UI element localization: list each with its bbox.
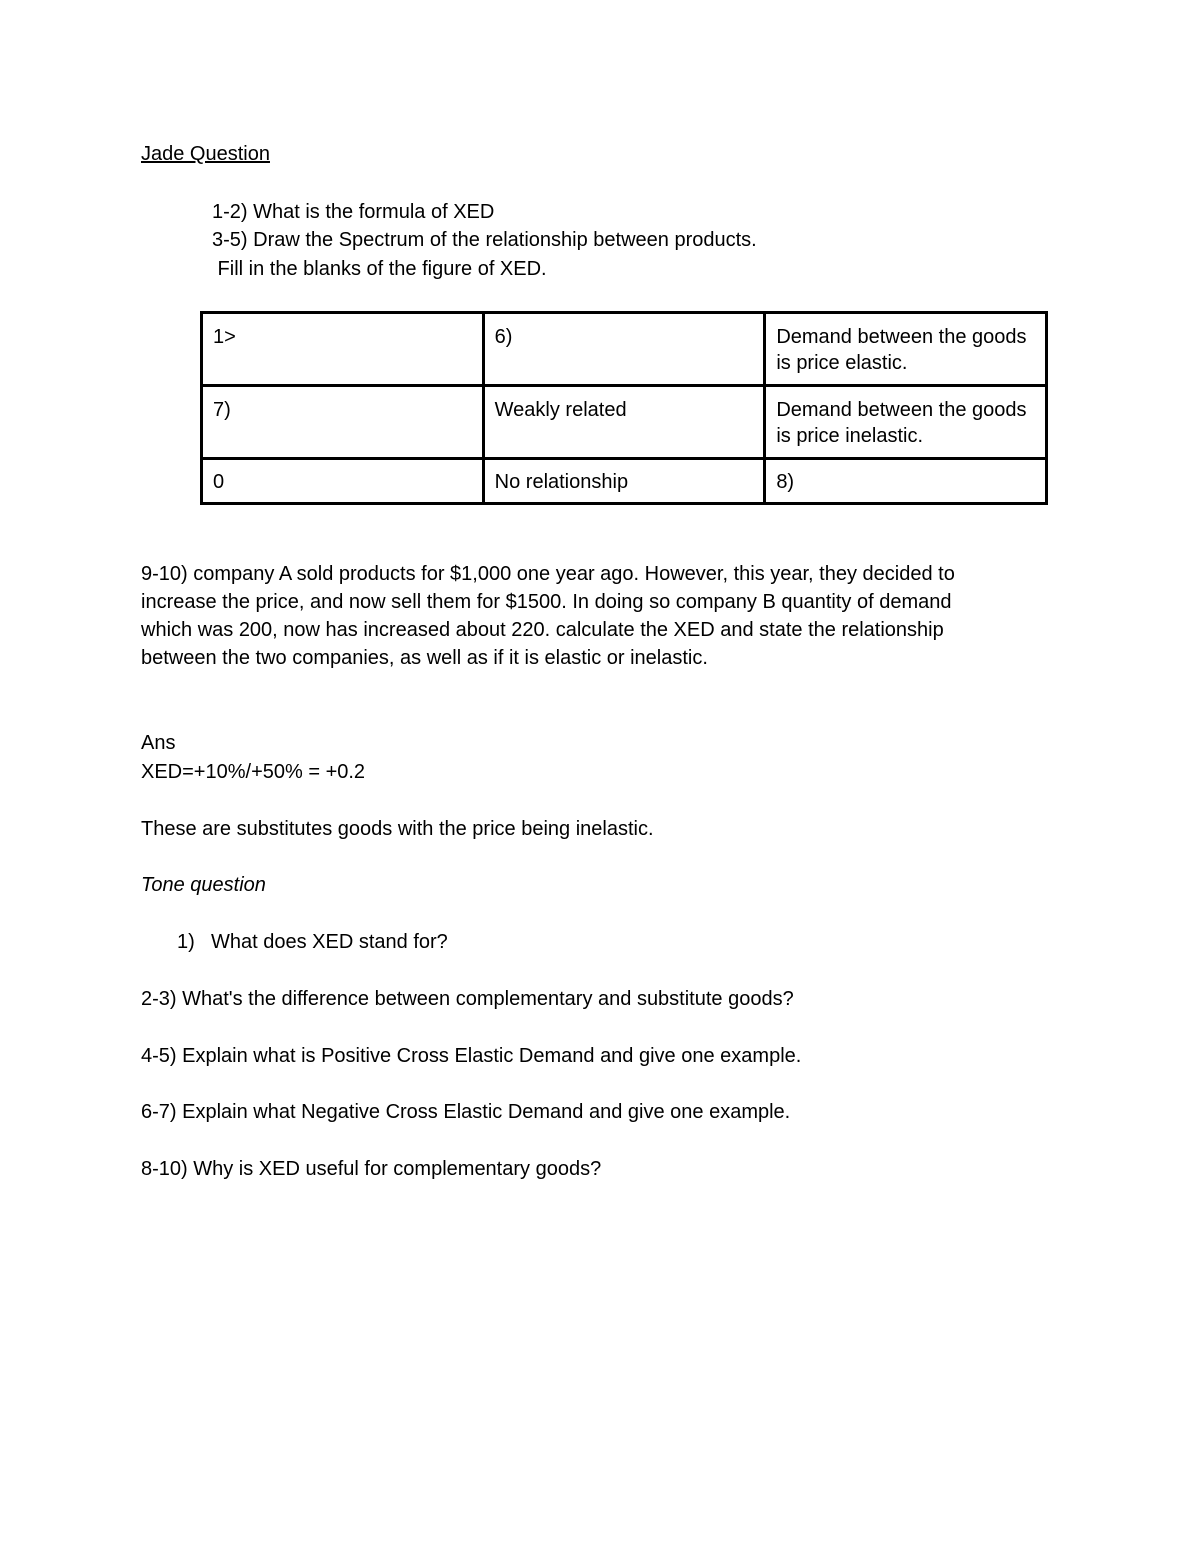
tone-question-4-5: 4-5) Explain what is Positive Cross Elastic Demand and give one example.	[141, 1045, 802, 1067]
table-cell: 8)	[765, 459, 1047, 504]
table-cell: 7)	[202, 386, 484, 459]
question-9-10-line-1: 9-10) company A sold products for $1,000 one year ago. However, this year, they decided to	[141, 563, 955, 585]
answer-formula: XED=+10%/+50% = +0.2	[141, 761, 366, 783]
list-item-number: 1)	[177, 931, 195, 953]
table-cell: Demand between the goods is price elastic.	[765, 313, 1047, 386]
table-row	[202, 313, 1047, 386]
tone-question-6-7: 6-7) Explain what Negative Cross Elastic Demand and give one example.	[141, 1101, 791, 1123]
answer-conclusion: These are substitutes goods with the price being inelastic.	[141, 818, 654, 840]
answer-label: Ans	[141, 732, 176, 754]
table-row	[202, 459, 1047, 504]
table-cell: 1>	[202, 313, 484, 386]
table-cell: Demand between the goods is price inelastic.	[765, 386, 1047, 459]
jade-question-fill-blanks: Fill in the blanks of the figure of XED.	[212, 258, 547, 280]
jade-question-heading: Jade Question	[141, 143, 270, 165]
list-item	[177, 928, 448, 956]
tone-question-8-10: 8-10) Why is XED useful for complementary goods?	[141, 1158, 602, 1180]
table-cell: Weakly related	[483, 386, 765, 459]
tone-question-2-3: 2-3) What's the difference between complementary and substitute goods?	[141, 988, 794, 1010]
jade-question-1-2: 1-2) What is the formula of XED	[212, 201, 495, 223]
list-item-text: What does XED stand for?	[211, 931, 448, 953]
question-9-10-line-3: which was 200, now has increased about 220. calculate the XED and state the relationship	[141, 619, 944, 641]
table-cell: 6)	[483, 313, 765, 386]
table-row	[202, 386, 1047, 459]
table-cell: No relationship	[483, 459, 765, 504]
question-9-10-line-2: increase the price, and now sell them for $1500. In doing so company B quantity of demand	[141, 591, 952, 613]
question-9-10-line-4: between the two companies, as well as if it is elastic or inelastic.	[141, 647, 708, 669]
tone-question-heading: Tone question	[141, 874, 266, 896]
jade-question-3-5: 3-5) Draw the Spectrum of the relationship between products.	[212, 229, 757, 251]
xed-table	[200, 311, 1048, 505]
table-cell: 0	[202, 459, 484, 504]
